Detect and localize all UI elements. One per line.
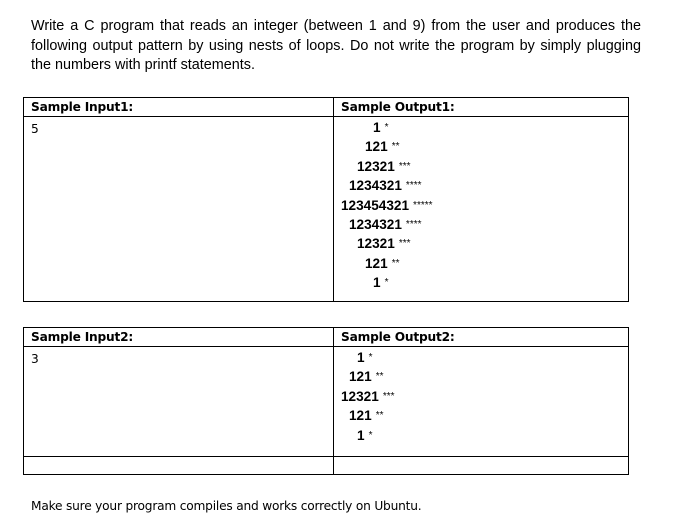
pattern-number: 1 [373,120,381,135]
pattern-stars: ** [391,257,400,269]
sample-table-1 [23,97,629,302]
sample-table-2 [23,327,629,475]
pattern-number: 1234321 [349,217,402,233]
statement-line: following output pattern by using nests of loops. Do not write the program by simply plugging [31,37,641,54]
sample-input-2-value: 3 [24,347,334,457]
pattern-stars: *** [382,390,395,402]
pattern-line [334,176,628,195]
pattern-line [334,273,628,292]
pattern-line [334,406,628,425]
pattern-number: 121 [349,408,372,424]
pattern-stars: * [384,122,389,133]
problem-statement [31,17,641,76]
pattern-stars: ***** [413,199,433,211]
pattern-line [334,348,628,367]
pattern-number: 121 [365,139,388,155]
pattern-line [334,254,628,273]
pattern-number: 1 [373,275,381,291]
pattern-line [334,426,628,445]
pattern-line [334,157,628,176]
sample-output-2-header: Sample Output2: [334,328,629,347]
pattern-number: 123454321 [341,197,410,213]
statement-line: the numbers with printf statements. [31,57,255,73]
pattern-number: 12321 [357,158,395,174]
pattern-line [334,196,628,215]
pattern-line [334,234,628,253]
pattern-number: 1 [357,350,365,365]
pattern-line [334,215,628,234]
pattern-stars: **** [405,180,422,192]
statement-line: Write a C program that reads an integer (between 1 and 9) from the user and produces the [31,18,641,34]
sample-input-1-value: 5 [24,117,334,302]
pattern-line [334,118,628,137]
pattern-number: 12321 [357,236,395,252]
pattern-stars: *** [398,160,411,172]
pattern-stars: *** [398,238,411,250]
pattern-stars: * [368,352,373,363]
pattern-number: 121 [365,255,388,271]
sample-output-1-header: Sample Output1: [334,98,629,117]
pattern-stars: ** [375,410,384,422]
sample-output-2-pattern [334,347,629,457]
pattern-number: 121 [349,369,372,385]
empty-cell [24,457,334,475]
pattern-number: 1234321 [349,178,402,194]
pattern-stars: ** [391,141,400,153]
pattern-line [334,367,628,386]
pattern-number: 12321 [341,388,379,404]
pattern-stars: ** [375,371,384,383]
pattern-number: 1 [357,427,365,443]
pattern-stars: **** [405,219,422,231]
pattern-stars: * [368,429,373,441]
sample-output-1-pattern [334,117,629,302]
sample-input-2-header: Sample Input2: [24,328,334,347]
sample-input-1-header: Sample Input1: [24,98,334,117]
pattern-line [334,137,628,156]
pattern-line [334,387,628,406]
footer-note: Make sure your program compiles and works correctly on Ubuntu. [31,499,422,513]
pattern-stars: * [384,277,389,289]
empty-cell [334,457,629,475]
